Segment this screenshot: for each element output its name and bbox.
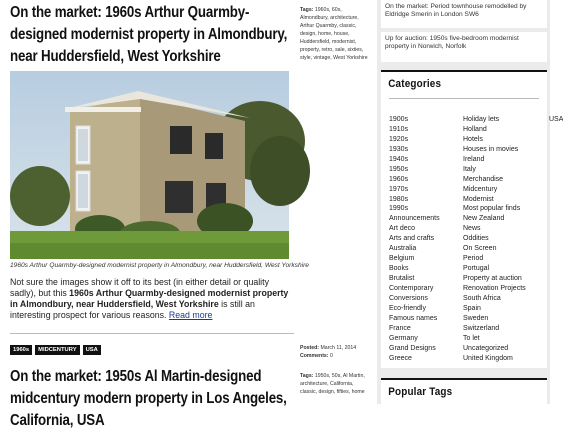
category-link[interactable]: Eco-friendly [389,304,426,312]
recent-post-link-2[interactable]: Up for auction: 1950s five-bedroom modernist property in Norwich, Norfolk [385,35,519,50]
read-more-link[interactable]: Read more [168,310,213,320]
category-link[interactable]: Books [389,265,409,273]
post-meta-tags-2 [300,372,369,396]
category-link[interactable]: 1980s [389,195,409,203]
recent-post-box-2 [381,32,547,62]
tags-label: Tags: [300,7,314,13]
category-link[interactable]: New Zealand [463,215,505,223]
categories-rule [389,98,539,99]
category-link[interactable]: Portugal [463,265,490,273]
popular-tags-heading: Popular Tags [388,386,453,398]
photo-caption: 1960s Arthur Quarmby-designed modernist property in Almondbury, near Huddersfield, West Yorkshire [10,262,309,269]
category-link[interactable]: Belgium [389,255,415,263]
category-link[interactable]: Germany [389,334,418,342]
category-link[interactable]: Holiday lets [463,116,500,123]
category-link[interactable]: Australia [389,245,417,253]
recent-post-link[interactable]: On the market: Period townhouse remodelled by Eldridge Smerin in London SW6 [385,3,527,18]
category-link[interactable]: 1950s [389,165,409,173]
category-link[interactable]: Switzerland [463,324,500,332]
category-link[interactable]: Property at auction [463,275,522,282]
category-link[interactable]: Italy [463,165,476,173]
posted-date: March 11, 2014 [320,345,357,351]
excerpt-text: Not sure the images show it off to its best (in either detail or quality sadly), but this [10,277,269,298]
category-link[interactable]: 1910s [389,125,409,133]
category-link[interactable]: 1920s [389,135,409,143]
tags-text[interactable]: 1960s, 60s, Almondbury, architecture, Arthur Quarmby, classic, design, home, house, Huddersfield, modernist, property, retro, sale, sixties, style, vintage, West Yorkshire [300,7,368,61]
categories-list [389,115,563,363]
tag-usa[interactable]: USA [83,345,101,355]
category-link[interactable]: Modernist [463,195,494,203]
category-link[interactable]: Conversions [389,294,428,302]
category-link[interactable]: France [389,324,411,332]
category-link[interactable]: Arts and crafts [389,235,435,243]
category-link[interactable]: 1940s [389,155,409,163]
category-link[interactable]: 1990s [389,205,409,213]
post-meta-posted [300,344,369,360]
category-link[interactable]: Period [463,255,484,263]
category-link[interactable]: Famous names [389,314,438,322]
category-link[interactable]: Most popular finds [463,205,521,213]
category-link[interactable]: Renovation Projects [463,284,526,292]
recent-post-box [381,0,547,28]
categories-widget [381,70,563,368]
category-link[interactable]: Houses in movies [463,145,519,153]
category-link[interactable]: Contemporary [389,284,434,292]
comments-label: Comments: [300,353,329,359]
category-link[interactable]: United Kingdom [463,354,513,362]
post-excerpt [10,277,295,321]
excerpt-bold-link[interactable]: 1960s Arthur Quarmby-designed modernist property in Almondbury, near Huddersfield, West Yorkshire [10,288,289,309]
category-link[interactable]: To let [463,334,480,342]
category-link[interactable]: On Screen [463,245,497,253]
category-link[interactable]: 1900s [389,116,409,123]
excerpt-text-end: is still an interesting prospect for various reasons. [10,299,255,320]
category-link[interactable]: News [463,225,481,233]
category-link[interactable]: Grand Designs [389,344,436,352]
tags-label-2: Tags: [300,373,314,379]
category-link[interactable]: Hotels [463,135,483,143]
popular-tags-widget [381,378,547,406]
post-title-2[interactable]: On the market: 1950s Al Martin-designed midcentury modern property in Los Angeles, California, USA [10,368,287,429]
tag-1960s[interactable]: 1960s [10,345,32,355]
category-link[interactable]: Merchandise [463,175,504,183]
tags-text-2[interactable]: 1950s, 50s, Al Martin, architecture, California, classic, design, fifties, home [300,373,365,395]
post-divider [10,333,294,334]
sidebar [377,0,563,404]
property-photo[interactable] [10,71,289,259]
category-link[interactable]: Greece [389,354,412,362]
category-link[interactable]: Holland [463,125,487,133]
category-link[interactable]: Midcentury [463,185,498,193]
category-link[interactable]: Spain [463,304,481,312]
category-link[interactable]: Ireland [463,155,485,163]
categories-heading: Categories [388,78,442,90]
category-link[interactable]: Announcements [389,215,440,223]
category-link[interactable]: 1960s [389,175,409,183]
post-meta-tags [300,6,369,62]
category-link[interactable]: 1930s [389,145,409,153]
tag-midcentury[interactable]: MIDCENTURY [35,345,79,355]
category-link[interactable]: Oddities [463,235,489,243]
category-link[interactable]: Brutalist [389,275,415,282]
category-link[interactable]: Sweden [463,314,489,322]
post-tag-list [10,345,101,355]
post-title[interactable]: On the market: 1960s Arthur Quarmby-designed modernist property in Almondbury, near Huddersfield, West Yorkshire [10,4,288,65]
posted-label: Posted: [300,345,320,351]
category-link[interactable]: Art deco [389,225,416,233]
category-link[interactable]: 1970s [389,185,409,193]
category-link[interactable]: Uncategorized [463,344,509,352]
comments-count[interactable]: 0 [330,353,333,359]
category-link[interactable]: South Africa [463,294,501,302]
category-link[interactable]: USA [549,116,563,123]
